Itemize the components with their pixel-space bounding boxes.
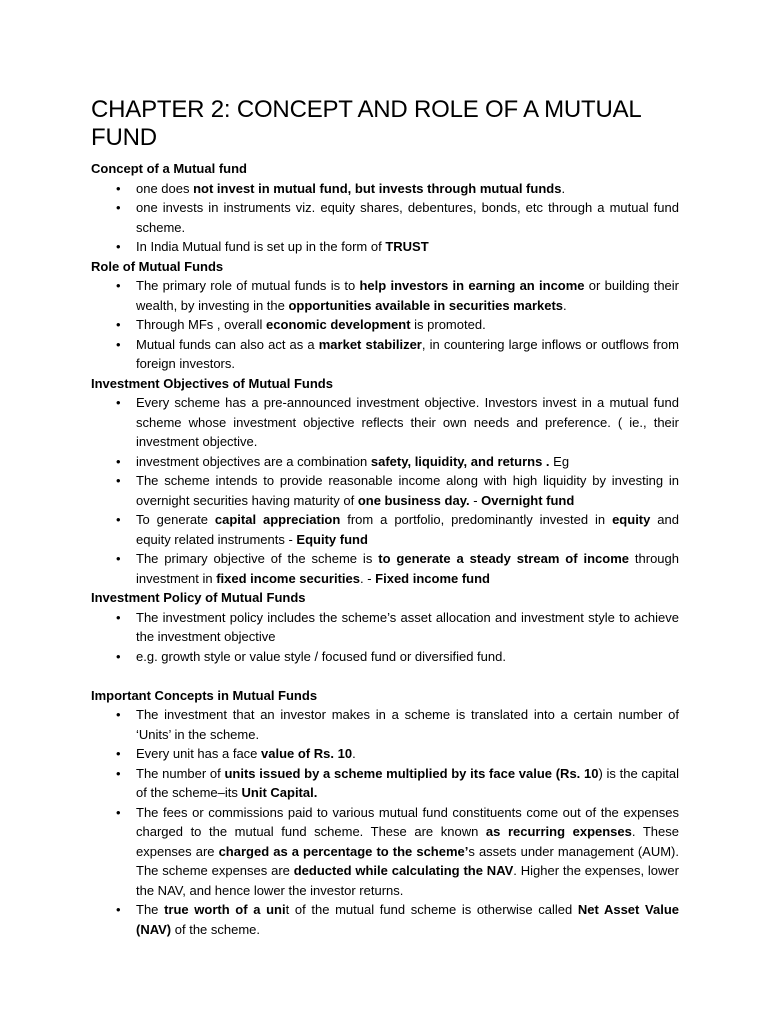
bold-text: Equity fund	[296, 531, 368, 547]
bold-text: safety, liquidity, and returns .	[370, 453, 550, 469]
text-run: Every unit has a face	[136, 746, 262, 761]
bullet-list	[91, 393, 679, 588]
bullet-item	[91, 315, 679, 335]
bullet-item	[91, 764, 679, 803]
bold-text: value of Rs. 10	[261, 746, 353, 761]
bold-text: charged as a percentage to the scheme’	[218, 843, 469, 859]
text-run: Eg	[549, 453, 570, 469]
bold-text: Fixed income fund	[375, 570, 490, 586]
bullet-item	[91, 900, 679, 939]
bullet-item	[91, 179, 679, 199]
text-run: Mutual funds can also act as a	[136, 336, 319, 352]
bullet-item	[91, 198, 679, 237]
bullet-item	[91, 471, 679, 510]
bullet-item	[91, 393, 679, 452]
bold-text: not invest in mutual fund, but invests through mutual funds	[193, 180, 562, 196]
text-run: .	[561, 180, 566, 196]
bullet-item	[91, 744, 679, 764]
section-heading: Investment Objectives of Mutual Funds	[91, 375, 333, 391]
text-run: of the scheme.	[171, 921, 261, 937]
text-run: The number of	[136, 765, 225, 781]
text-run: one invests in instruments viz. equity shares, debentures, bonds, etc through a mutual fund scheme.	[136, 200, 679, 235]
bold-text: capital appreciation	[214, 512, 341, 527]
text-run: is promoted.	[410, 317, 486, 332]
text-run: The investment policy includes the scheme’s asset allocation and investment style to achieve the investment objective	[136, 609, 679, 644]
bold-text: market stabilizer	[318, 336, 422, 352]
bold-text: Unit Capital.	[241, 785, 318, 800]
bold-text: Overnight fund	[481, 492, 575, 508]
text-run: . These expenses are	[136, 824, 679, 859]
text-run: .	[352, 746, 356, 761]
text-run: Every scheme has a pre-announced investment objective. Investors invest in a mutual fund scheme whose investment objective reflects their own needs and preference. ( ie., their investment objective.	[136, 395, 679, 449]
text-run: . -	[359, 570, 376, 586]
text-run: To generate	[136, 512, 215, 527]
text-run: The fees or commissions paid to various mutual fund constituents come out of the expenses charged to the mutual fund scheme. These are known	[136, 804, 679, 839]
bold-text: help investors in earning an income	[359, 278, 585, 293]
section-heading: Role of Mutual Funds	[91, 258, 224, 274]
bullet-list	[91, 705, 679, 939]
bold-text: economic development	[266, 317, 411, 332]
section-heading: Important Concepts in Mutual Funds	[91, 687, 318, 703]
bold-text: opportunities available in securities markets	[288, 297, 564, 313]
bullet-item	[91, 335, 679, 374]
bold-text: to generate a steady stream of income	[378, 551, 629, 566]
text-run: The primary role of mutual funds is to	[136, 278, 360, 293]
section-heading: Concept of a Mutual fund	[91, 161, 247, 176]
bullet-item	[91, 803, 679, 901]
bullet-list	[91, 179, 679, 257]
bullet-list	[91, 276, 679, 374]
bullet-item	[91, 276, 679, 315]
text-run: t of the mutual fund scheme is otherwise called	[285, 902, 578, 917]
bold-text: Net Asset Value (NAV)	[136, 902, 679, 937]
bold-text: equity	[612, 512, 651, 527]
bold-text: one business day.	[357, 492, 470, 508]
bullet-item	[91, 705, 679, 744]
sections-container	[91, 159, 679, 939]
text-run: Through MFs , overall	[136, 317, 267, 332]
bullet-list	[91, 608, 679, 667]
text-run: s assets under management (AUM). The scheme expenses are	[136, 843, 679, 878]
text-run: ) is the capital of the scheme–its	[136, 765, 679, 800]
bold-text: TRUST	[385, 239, 429, 254]
bold-text: deducted while calculating the NAV	[293, 863, 514, 878]
text-run: , in countering large inflows or outflows from foreign investors.	[136, 336, 679, 371]
text-run: The scheme intends to provide reasonable income along with high liquidity by investing in overnight securities having maturity of	[136, 473, 679, 508]
text-run: from a portfolio, predominantly invested in	[340, 512, 613, 527]
chapter-title: CHAPTER 2: CONCEPT AND ROLE OF A MUTUAL FUND	[91, 96, 641, 151]
bullet-item	[91, 452, 679, 472]
text-run: .	[563, 297, 567, 313]
bullet-item	[91, 510, 679, 549]
text-run: The	[136, 902, 165, 917]
text-run: through investment in	[136, 551, 679, 586]
blank-line	[91, 666, 679, 686]
bullet-item	[91, 608, 679, 647]
bullet-item	[91, 647, 679, 667]
bullet-item	[91, 549, 679, 588]
text-run: one does	[136, 180, 194, 196]
bullet-item	[91, 237, 679, 257]
text-run: e.g. growth style or value style / focused fund or diversified fund.	[136, 648, 506, 664]
text-run: or building their wealth, by investing in the	[136, 278, 680, 313]
bold-text: true worth of a uni	[164, 902, 286, 917]
text-run: investment objectives are a combination	[136, 453, 371, 469]
bold-text: as recurring expenses	[485, 824, 632, 839]
bold-text: fixed income securities	[216, 570, 360, 586]
text-run: In India Mutual fund is set up in the form of	[136, 239, 386, 254]
text-run: . Higher the expenses, lower the NAV, and hence lower the investor returns.	[136, 863, 679, 898]
text-run: and equity related instruments -	[136, 512, 679, 547]
section-heading: Investment Policy of Mutual Funds	[91, 590, 306, 605]
text-run: The primary objective of the scheme is	[136, 551, 379, 566]
document-content	[91, 96, 679, 939]
text-run: -	[469, 492, 482, 508]
text-run: The investment that an investor makes in a scheme is translated into a certain number of ‘Units’ in the scheme.	[136, 707, 679, 742]
bold-text: units issued by a scheme multiplied by its face value (Rs. 10	[224, 765, 599, 781]
